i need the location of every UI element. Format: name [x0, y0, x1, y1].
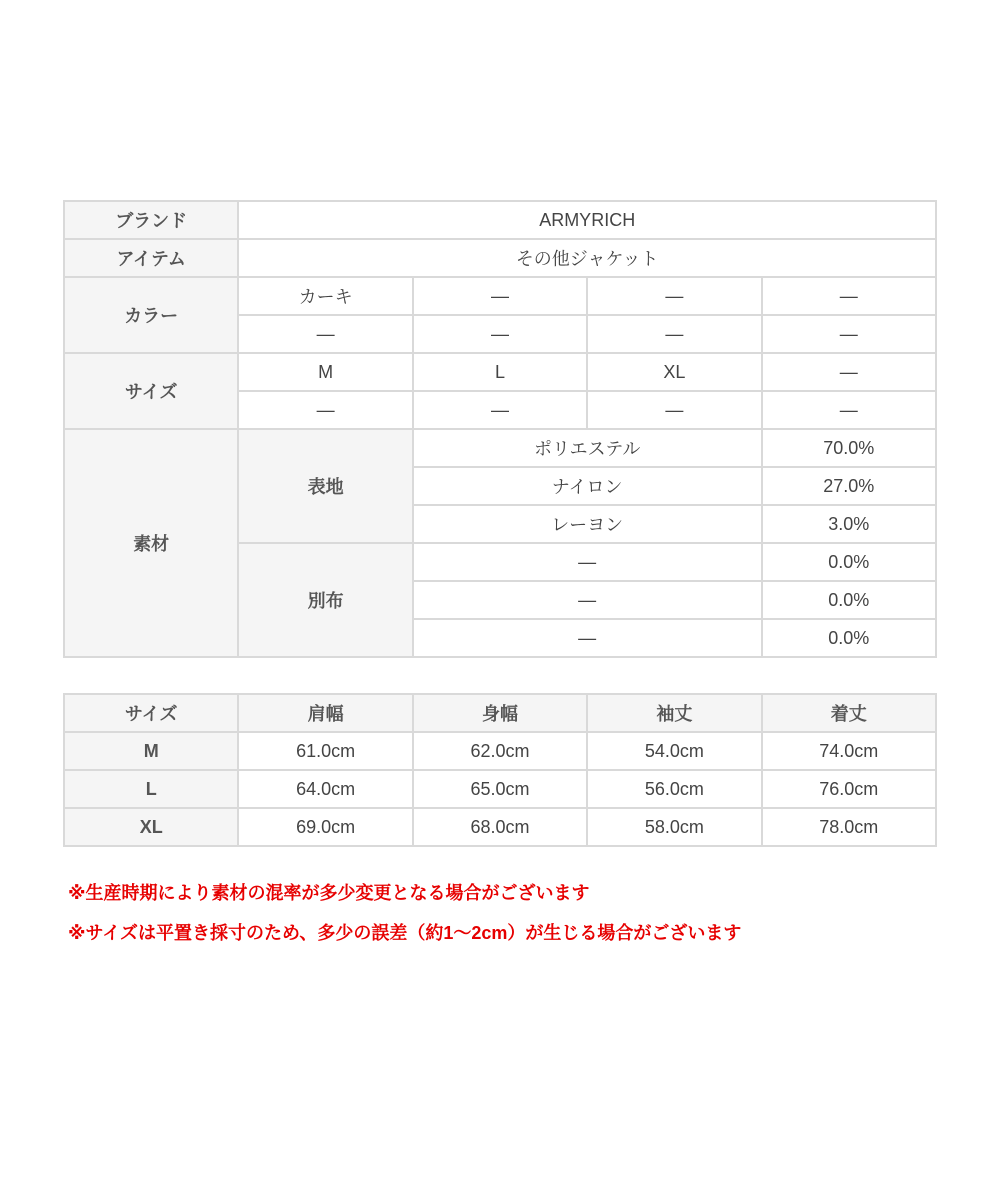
size-chart-header-cell: 着丈 [762, 694, 936, 732]
brand-value: ARMYRICH [238, 201, 936, 239]
measurement-cell: 54.0cm [587, 732, 761, 770]
material-pct-cell: 70.0% [762, 429, 936, 467]
material-name-cell: — [413, 581, 762, 619]
size-chart-header-cell: 身幅 [413, 694, 587, 732]
material-name-cell: ナイロン [413, 467, 762, 505]
product-spec-table [63, 200, 937, 658]
size-chart-size-cell: XL [64, 808, 238, 846]
note-measurement-disclaimer: ※サイズは平置き採寸のため、多少の誤差（約1～2cm）が生じる場合がございます [68, 923, 742, 943]
measurement-cell: 69.0cm [238, 808, 412, 846]
material-name-cell: レーヨン [413, 505, 762, 543]
material-pct-cell: 3.0% [762, 505, 936, 543]
item-value: その他ジャケット [238, 239, 936, 277]
color-cell: — [762, 315, 936, 353]
material-pct-cell: 0.0% [762, 543, 936, 581]
measurement-cell: 64.0cm [238, 770, 412, 808]
color-row-1 [64, 277, 936, 315]
measurement-cell: 58.0cm [587, 808, 761, 846]
material-row [64, 429, 936, 467]
color-cell: — [762, 277, 936, 315]
size-chart-size-cell: L [64, 770, 238, 808]
size-cell: — [762, 353, 936, 391]
product-spec-content [63, 200, 937, 953]
material-pct-cell: 0.0% [762, 581, 936, 619]
size-cell: XL [587, 353, 761, 391]
measurement-cell: 76.0cm [762, 770, 936, 808]
brand-row [64, 201, 936, 239]
size-chart-header-cell: サイズ [64, 694, 238, 732]
material-name-cell: ポリエステル [413, 429, 762, 467]
material-pct-cell: 27.0% [762, 467, 936, 505]
color-label: カラー [64, 277, 238, 353]
size-chart-row-m [64, 732, 936, 770]
outer-fabric-label: 表地 [238, 429, 412, 543]
size-chart-size-cell: M [64, 732, 238, 770]
size-row-1 [64, 353, 936, 391]
note-material-disclaimer: ※生産時期により素材の混率が多少変更となる場合がございます [68, 883, 590, 903]
size-chart-table [63, 693, 937, 847]
lining-fabric-label: 別布 [238, 543, 412, 657]
color-cell: カーキ [238, 277, 412, 315]
size-cell: M [238, 353, 412, 391]
size-chart-row-l [64, 770, 936, 808]
size-chart-row-xl [64, 808, 936, 846]
item-label: アイテム [64, 239, 238, 277]
size-chart-header-cell: 袖丈 [587, 694, 761, 732]
color-cell: — [238, 315, 412, 353]
color-cell: — [587, 277, 761, 315]
measurement-cell: 74.0cm [762, 732, 936, 770]
material-name-cell: — [413, 619, 762, 657]
size-chart-header-cell: 肩幅 [238, 694, 412, 732]
color-cell: — [413, 277, 587, 315]
measurement-cell: 62.0cm [413, 732, 587, 770]
color-cell: — [413, 315, 587, 353]
material-name-cell: — [413, 543, 762, 581]
measurement-cell: 61.0cm [238, 732, 412, 770]
size-cell: — [587, 391, 761, 429]
measurement-cell: 78.0cm [762, 808, 936, 846]
size-cell: L [413, 353, 587, 391]
size-chart-header-row [64, 694, 936, 732]
size-cell: — [238, 391, 412, 429]
disclaimer-notes [63, 873, 937, 953]
size-cell: — [762, 391, 936, 429]
material-label: 素材 [64, 429, 238, 657]
material-pct-cell: 0.0% [762, 619, 936, 657]
brand-label: ブランド [64, 201, 238, 239]
size-label: サイズ [64, 353, 238, 429]
size-cell: — [413, 391, 587, 429]
measurement-cell: 65.0cm [413, 770, 587, 808]
color-cell: — [587, 315, 761, 353]
measurement-cell: 56.0cm [587, 770, 761, 808]
measurement-cell: 68.0cm [413, 808, 587, 846]
item-row [64, 239, 936, 277]
